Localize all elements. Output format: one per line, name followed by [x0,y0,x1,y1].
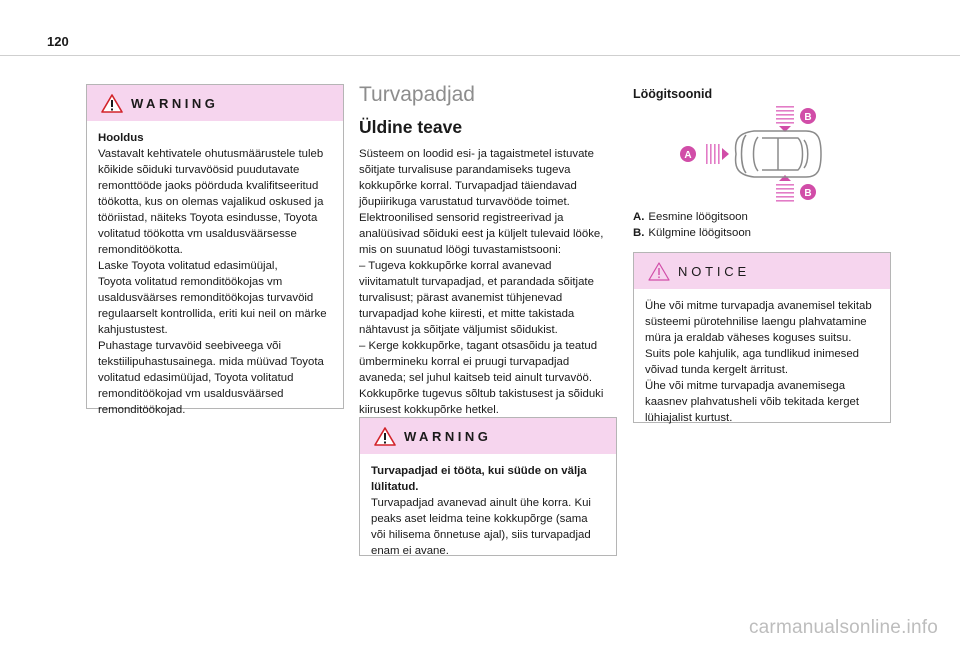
warning-line: remonditöökotta. [98,244,183,256]
legend-text: Eesmine löögitsoon [648,211,748,223]
notice-line: Ühe või mitme turvapadja avanemisel tekitab [645,300,872,312]
page-number: 120 [47,34,69,49]
notice-label: NOTICE [678,263,750,279]
warning-line: töökotta, kus on olemas vajalikud oskused ja [98,196,324,208]
notice-line: võivad tunda kergelt ärritust. [645,364,789,376]
warning-heading-line: Turvapadjad ei tööta, kui süüde on välja [371,465,587,477]
warning-header [87,85,343,121]
notice-line: Suits pole kahjulik, aga tundlikud inimesed [645,348,860,360]
legend-key: A. [633,211,645,223]
notice-triangle-icon [648,262,670,281]
notice-box [633,252,891,423]
body-line: sõitjate turvalisuse parandamiseks tugeva [359,164,571,176]
side-impact-zone-bottom [776,184,794,202]
notice-line: kaasnev plahvatusheli võib tekitada kerget [645,396,860,408]
body-line: mis on suunatud löögi tuvastamistsooni: [359,244,561,256]
impact-zones-heading: Löögitsoonid [633,87,713,101]
warning-line: tekstiilipuhastusainega. mida müüvad Toyota [98,356,324,368]
warning-heading-line: lülitatud. [371,481,419,493]
notice-line: Ühe või mitme turvapadja avanemisega [645,380,846,392]
airbags-section [359,83,621,418]
body-line: turvapadjad kohe kiiresti, et mitte takistada [359,308,575,320]
body-line: kokkupõrke korral. Turvapadjad täiendavad [359,180,577,192]
body-line: – Tugeva kokkupõrke korral avanevad [359,260,552,272]
warning-line: Turvapadjad avanevad ainult ühe korra. Kui [371,497,591,509]
side-impact-arrow-bottom [779,175,791,181]
notice-line: lühiajalist kurtust. [645,412,733,424]
badge-b-label: B [804,188,812,199]
legend-key: B. [633,227,645,239]
warning-line: Laske Toyota volitatud edasimüüjal, [98,260,278,272]
body-line: Elektroonilised sensorid registreerivad ja [359,212,564,224]
section-title: Turvapadjad [359,83,475,106]
watermark: carmanualsonline.info [748,617,938,638]
warning-box-airbags [359,417,617,556]
warning-label: WARNING [131,95,219,111]
badge-b-label: B [804,112,812,123]
warning-line: remonditöökojad. [98,404,186,416]
body-line: avaneda; sel juhul kaitseb teid ainult turvavöö. [359,372,593,384]
body-line: turvalisust; pärast avanemist tühjenevad [359,292,563,304]
warning-line: volitatud edasimüüjad, Toyota volitatud [98,372,294,384]
notice-header [634,253,890,289]
body-line: jõupiirikuga varustatud turvavööde toimet. [359,196,570,208]
warning-line: Vastavalt kehtivatele ohutusmäärustele tuleb [98,148,324,160]
warning-line: enam ei avane. [371,545,449,557]
warning-line: kahjustustest. [98,324,168,336]
badge-a [680,146,696,162]
top-divider [0,55,960,56]
warning-line: kõikide sõiduki turvavöösid puudutavate [98,164,300,176]
warning-line: remonttööde jaoks pöörduda kvalifitseeritud [98,180,319,192]
notice-line: müra ja eraldab väheses koguses suitsu. [645,332,852,344]
warning-line: tööriistad, näiteks Toyota esindusse, Toyota [98,212,318,224]
front-impact-zone [706,144,720,164]
warning-line: volitatud töökotta vm usaldusväärsesse [98,228,297,240]
body-line: viivitamatult turvapadjad, et parandada sõitjate [359,276,594,288]
warning-header [360,418,616,454]
warning-line: usaldusväärses remonditöökojas turvavöid [98,292,314,304]
body-line: kiirusest kokkupõrke hetkel. [359,404,499,416]
warning-line: remonditöökojad vm usaldusväärsed [98,388,284,400]
impact-zones-legend [633,209,751,241]
body-line: ümbermineku korral ei pruugi turvapadjad [359,356,570,368]
warning-triangle-icon [374,427,396,446]
warning-line: Toyota volitatud remonditöökojas vm [98,276,283,288]
front-impact-arrow [722,148,729,160]
badge-a-label: A [684,150,692,161]
warning-line: peaks aset leidma teine kokkupõrge (sama [371,513,588,525]
body-line: nähtavust ja sõitjate väljumist sõidukist. [359,324,558,336]
body-line: Süsteem on loodid esi- ja tagaistmetel istuvate [359,148,594,160]
section-subtitle: Üldine teave [359,117,463,137]
warning-triangle-icon [101,94,123,113]
body-line: analüüsivad sõiduki eest ja küljelt tulevaid lööke, [359,228,604,240]
warning-line: või hilisema õnnetuse ajal), siis turvapadjad [371,529,591,541]
notice-line: süsteemi pürotehnilise laengu plahvatamine [645,316,867,328]
warning-label: WARNING [404,428,492,444]
warning-line: Puhastage turvavöid seebiveega või [98,340,282,352]
warning-heading: Hooldus [98,132,144,144]
body-line: Kokkupõrke tugevus sõltub takistusest ja sõiduki [359,388,604,400]
legend-item [633,225,751,241]
warning-line: regulaarselt kontrollida, eriti kui neil on märke [98,308,327,320]
impact-zones-diagram [678,104,823,204]
car-top-view-icon [736,131,821,177]
warning-box-maintenance [86,84,344,416]
legend-text: Külgmine löögitsoon [648,227,751,239]
legend-item [633,209,751,225]
badge-b-bottom [800,184,816,200]
side-impact-zone-top [776,106,794,124]
badge-b-top [800,108,816,124]
body-line: – Kerge kokkupõrke, tagant otsasõidu ja teatud [359,340,598,352]
